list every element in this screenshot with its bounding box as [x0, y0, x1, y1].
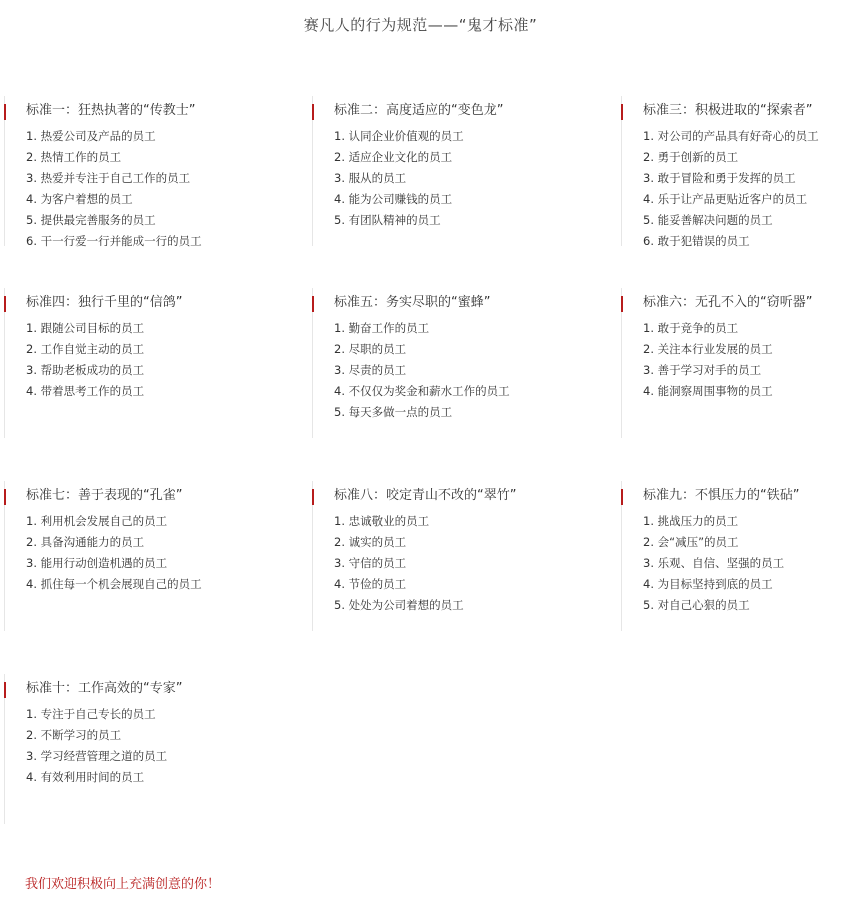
list-item: 3. 乐观、自信、坚强的员工	[643, 556, 785, 570]
standard-title: 标准七：善于表现的“孔雀”	[26, 488, 183, 503]
standard-title: 标准九：不惧压力的“铁砧”	[643, 488, 800, 503]
standard-title: 标准三：积极进取的“探索者”	[643, 103, 813, 118]
standard-list	[26, 126, 304, 252]
list-item: 4. 能洞察周围事物的员工	[643, 384, 773, 398]
list-item: 1. 认同企业价值观的员工	[334, 129, 464, 143]
list-item: 1. 对公司的产品具有好奇心的员工	[643, 129, 819, 143]
list-item: 2. 具备沟通能力的员工	[26, 535, 145, 549]
standard-card-6	[621, 288, 841, 438]
page-title: 赛凡人的行为规范——“鬼才标准”	[303, 16, 538, 34]
standard-title: 标准二：高度适应的“变色龙”	[334, 103, 504, 118]
list-item: 4. 能为公司赚钱的员工	[334, 192, 453, 206]
list-item: 2. 工作自觉主动的员工	[26, 342, 145, 356]
list-item: 4. 为目标坚持到底的员工	[643, 577, 773, 591]
list-item: 5. 对自己心狠的员工	[643, 598, 750, 612]
list-item: 2. 尽职的员工	[334, 342, 407, 356]
standard-list	[643, 511, 841, 616]
list-item: 3. 学习经营管理之道的员工	[26, 749, 168, 763]
standard-list	[334, 511, 612, 616]
list-item: 5. 每天多做一点的员工	[334, 405, 453, 419]
standard-card-3	[621, 96, 841, 246]
standard-card-8	[312, 481, 612, 631]
list-item: 4. 带着思考工作的员工	[26, 384, 145, 398]
standard-card-1	[4, 96, 304, 246]
list-item: 1. 专注于自己专长的员工	[26, 707, 156, 721]
list-item: 2. 勇于创新的员工	[643, 150, 739, 164]
list-item: 2. 关注本行业发展的员工	[643, 342, 773, 356]
list-item: 2. 会“减压”的员工	[643, 535, 739, 549]
standard-list	[26, 318, 304, 402]
list-item: 4. 抓住每一个机会展现自己的员工	[26, 577, 202, 591]
list-item: 3. 尽责的员工	[334, 363, 407, 377]
list-item: 2. 诚实的员工	[334, 535, 407, 549]
list-item: 5. 能妥善解决问题的员工	[643, 213, 773, 227]
list-item: 1. 勤奋工作的员工	[334, 321, 430, 335]
standard-list	[643, 126, 841, 252]
standard-card-4	[4, 288, 304, 438]
list-item: 4. 不仅仅为奖金和薪水工作的员工	[334, 384, 510, 398]
list-item: 3. 帮助老板成功的员工	[26, 363, 145, 377]
standard-list	[26, 511, 304, 595]
list-item: 1. 敢于竞争的员工	[643, 321, 739, 335]
standard-list	[334, 126, 612, 231]
list-item: 2. 热情工作的员工	[26, 150, 122, 164]
standard-card-7	[4, 481, 304, 631]
standard-list	[643, 318, 841, 402]
list-item: 4. 为客户着想的员工	[26, 192, 133, 206]
standard-title: 标准十：工作高效的“专家”	[26, 681, 183, 696]
list-item: 1. 挑战压力的员工	[643, 514, 739, 528]
list-item: 5. 处处为公司着想的员工	[334, 598, 464, 612]
list-item: 1. 跟随公司目标的员工	[26, 321, 145, 335]
standard-list	[26, 704, 304, 788]
standard-card-2	[312, 96, 612, 246]
standard-title: 标准一：狂热执著的“传教士”	[26, 103, 196, 118]
standard-title: 标准八：咬定青山不改的“翠竹”	[334, 488, 517, 503]
list-item: 2. 不断学习的员工	[26, 728, 122, 742]
list-item: 2. 适应企业文化的员工	[334, 150, 453, 164]
standard-list	[334, 318, 612, 423]
list-item: 6. 干一行爱一行并能成一行的员工	[26, 234, 202, 248]
standard-card-5	[312, 288, 612, 438]
list-item: 6. 敢于犯错误的员工	[643, 234, 750, 248]
footer-slogan: 我们欢迎积极向上充满创意的你！	[25, 877, 221, 892]
list-item: 4. 节俭的员工	[334, 577, 407, 591]
standard-title: 标准四：独行千里的“信鸽”	[26, 295, 183, 310]
standard-card-10	[4, 674, 304, 824]
list-item: 3. 守信的员工	[334, 556, 407, 570]
list-item: 3. 能用行动创造机遇的员工	[26, 556, 168, 570]
standard-title: 标准六：无孔不入的“窃听器”	[643, 295, 813, 310]
list-item: 1. 忠诚敬业的员工	[334, 514, 430, 528]
list-item: 1. 热爱公司及产品的员工	[26, 129, 156, 143]
list-item: 5. 提供最完善服务的员工	[26, 213, 156, 227]
list-item: 3. 善于学习对手的员工	[643, 363, 762, 377]
list-item: 5. 有团队精神的员工	[334, 213, 441, 227]
standard-card-9	[621, 481, 841, 631]
list-item: 3. 敢于冒险和勇于发挥的员工	[643, 171, 796, 185]
standard-title: 标准五：务实尽职的“蜜蜂”	[334, 295, 491, 310]
list-item: 3. 热爱并专注于自己工作的员工	[26, 171, 191, 185]
list-item: 1. 利用机会发展自己的员工	[26, 514, 168, 528]
list-item: 4. 有效利用时间的员工	[26, 770, 145, 784]
list-item: 4. 乐于让产品更贴近客户的员工	[643, 192, 808, 206]
list-item: 3. 服从的员工	[334, 171, 407, 185]
